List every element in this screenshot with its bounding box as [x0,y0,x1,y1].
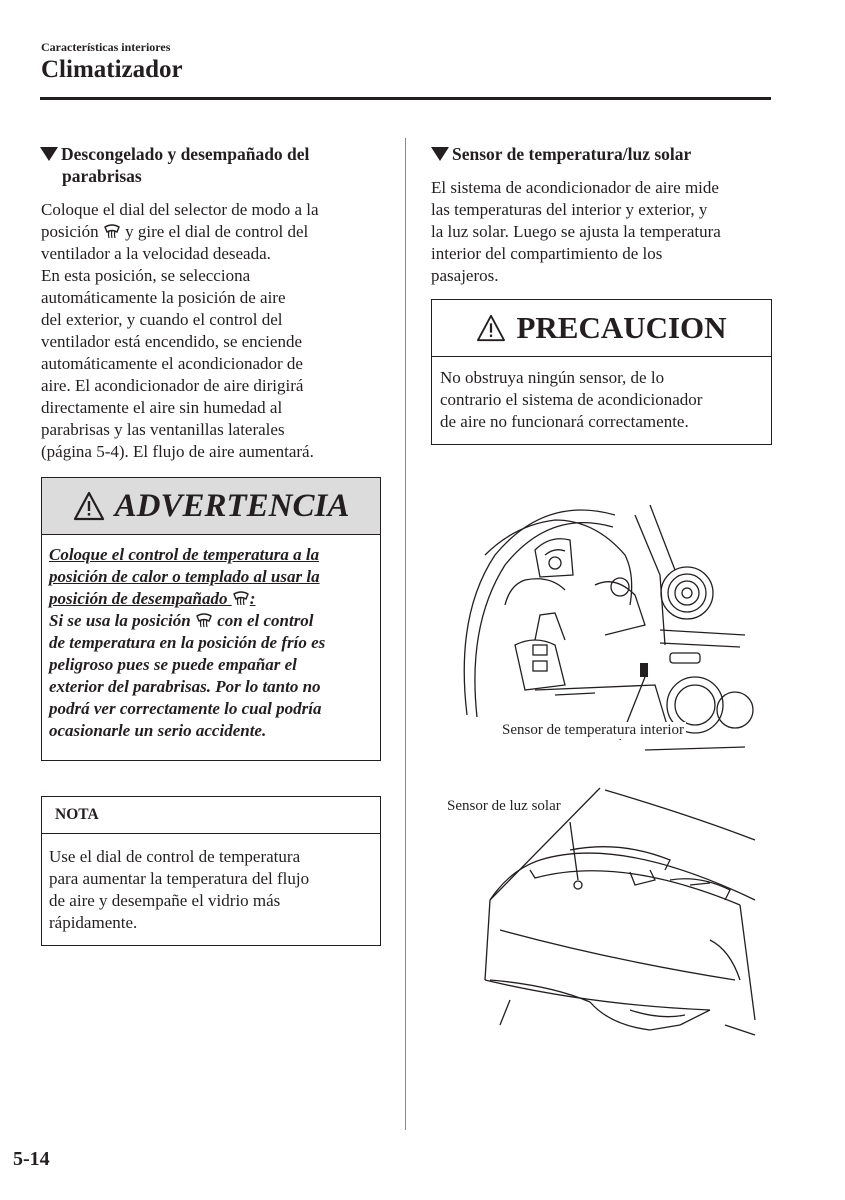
para-line: automáticamente el acondicionador de [41,354,303,373]
caution-header [432,300,771,357]
interior-sensor-caption: Sensor de temperatura interior [502,722,685,738]
para-line: ventilador a la velocidad deseada. [41,244,271,263]
warning-line: posición de calor o templado al usar la [49,567,320,586]
warning-line: posición de desempañado : [49,589,256,608]
sensor-heading [431,143,691,165]
para-line: directamente el aire sin humedad al [41,398,283,417]
solar-sensor-caption: Sensor de luz solar [447,798,561,814]
warning-triangle-icon [476,314,506,342]
sensor-heading-text: Sensor de temperatura/luz solar [452,144,692,164]
para-line: pasajeros. [431,266,499,285]
sensor-paragraph [431,177,781,287]
column-divider [405,138,406,1130]
note-line: Use el dial de control de temperatura [49,847,301,866]
windshield-defrost-icon [103,223,121,239]
warning-line: podrá ver correctamente lo cual podría [49,699,322,718]
para-line: la luz solar. Luego se ajusta la temperatura [431,222,721,241]
note-body [42,834,380,934]
header-rule [40,97,771,100]
warning-header [42,478,380,535]
caution-box [431,299,772,445]
caution-line: No obstruya ningún sensor, de lo [440,368,665,387]
caution-body [432,357,771,433]
para-line: En esta posición, se selecciona [41,266,251,285]
page-number: 5-14 [13,1148,50,1170]
warning-triangle-icon [73,491,105,521]
para-line: del exterior, y cuando el control del [41,310,283,329]
warning-box [41,477,381,761]
warning-line: Si se usa la posición con el control [49,611,314,630]
warning-line: de temperatura en la posición de frío es [49,633,326,652]
caution-line: de aire no funcionará correctamente. [440,412,689,431]
note-line: de aire y desempañe el vidrio más [49,891,281,910]
windshield-defrost-icon [195,612,213,628]
section-label: Características interiores [41,40,171,54]
windshield-defrost-icon [232,590,250,606]
caution-title: PRECAUCION [516,310,727,345]
para-line: parabrisas y las ventanillas laterales [41,420,285,439]
para-line: las temperaturas del interior y exterior, y [431,200,708,219]
solar-sensor-illustration [470,780,765,1045]
para-line: interior del compartimiento de los [431,244,663,263]
para-line: posición y gire el dial de control del [41,222,309,241]
note-line: rápidamente. [49,913,138,932]
note-box [41,796,381,946]
page-title: Climatizador [41,56,183,83]
para-line: automáticamente la posición de aire [41,288,286,307]
para-line: (página 5-4). El flujo de aire aumentará. [41,442,314,461]
warning-line: ocasionarle un serio accidente. [49,721,267,740]
warning-title: ADVERTENCIA [114,487,350,524]
heading-marker-icon [40,147,58,161]
para-line: ventilador está encendido, se enciende [41,332,303,351]
caution-line: contrario el sistema de acondicionador [440,390,703,409]
defrost-heading-line2: parabrisas [62,166,142,186]
para-line: El sistema de acondicionador de aire mide [431,178,719,197]
warning-line: peligroso pues se puede empañar el [49,655,297,674]
note-title: NOTA [42,797,380,834]
note-line: para aumentar la temperatura del flujo [49,869,310,888]
warning-line: Coloque el control de temperatura a la [49,545,320,564]
para-line: Coloque el dial del selector de modo a la [41,200,319,219]
warning-line: exterior del parabrisas. Por lo tanto no [49,677,321,696]
defrost-heading [40,143,309,187]
defrost-heading-line1: Descongelado y desempañado del [61,144,310,164]
warning-body [42,535,380,742]
para-line: aire. El acondicionador de aire dirigirá [41,376,304,395]
interior-sensor-illustration [455,495,755,760]
heading-marker-icon [431,147,449,161]
defrost-paragraph [41,199,391,463]
